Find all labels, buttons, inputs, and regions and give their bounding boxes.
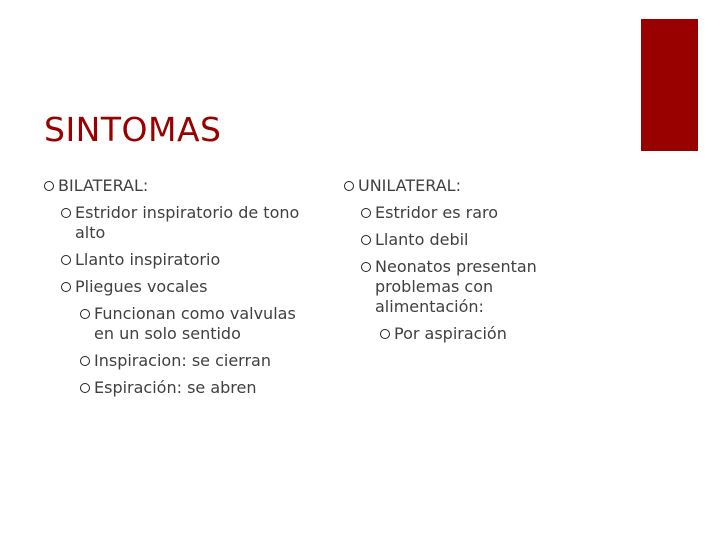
list-item [361, 203, 576, 223]
list-item [80, 304, 306, 344]
hollow-circle-bullet-icon [80, 356, 90, 366]
hollow-circle-bullet-icon [61, 208, 71, 218]
accent-block [641, 19, 698, 151]
slide-title: SINTOMAS [44, 110, 222, 149]
hollow-circle-bullet-icon [61, 282, 71, 292]
list-item [61, 203, 306, 243]
list-item-text: Llanto debil [375, 230, 469, 249]
list-item [380, 324, 576, 344]
right-column [344, 176, 576, 351]
list-item [361, 257, 576, 317]
list-item-text: BILATERAL: [58, 176, 149, 195]
list-item [361, 230, 576, 250]
list-item [61, 277, 306, 297]
list-item-text: Espiración: se abren [94, 378, 257, 397]
hollow-circle-bullet-icon [380, 329, 390, 339]
hollow-circle-bullet-icon [61, 255, 71, 265]
list-item-text: UNILATERAL: [358, 176, 461, 195]
hollow-circle-bullet-icon [344, 181, 354, 191]
list-item-text: Estridor inspiratorio de tono alto [75, 203, 300, 242]
hollow-circle-bullet-icon [361, 235, 371, 245]
list-item [44, 176, 306, 196]
list-item [80, 378, 306, 398]
list-item [61, 250, 306, 270]
list-item [344, 176, 576, 196]
left-column [44, 176, 306, 405]
list-item-text: Estridor es raro [375, 203, 499, 222]
list-item-text: Pliegues vocales [75, 277, 208, 296]
list-item-text: Llanto inspiratorio [75, 250, 221, 269]
hollow-circle-bullet-icon [80, 383, 90, 393]
list-item-text: Neonatos presentan problemas con alimentación: [375, 257, 537, 316]
hollow-circle-bullet-icon [361, 208, 371, 218]
list-item [80, 351, 306, 371]
hollow-circle-bullet-icon [361, 262, 371, 272]
list-item-text: Inspiracion: se cierran [94, 351, 271, 370]
list-item-text: Por aspiración [394, 324, 507, 343]
list-item-text: Funcionan como valvulas en un solo sentido [94, 304, 296, 343]
hollow-circle-bullet-icon [80, 309, 90, 319]
hollow-circle-bullet-icon [44, 181, 54, 191]
